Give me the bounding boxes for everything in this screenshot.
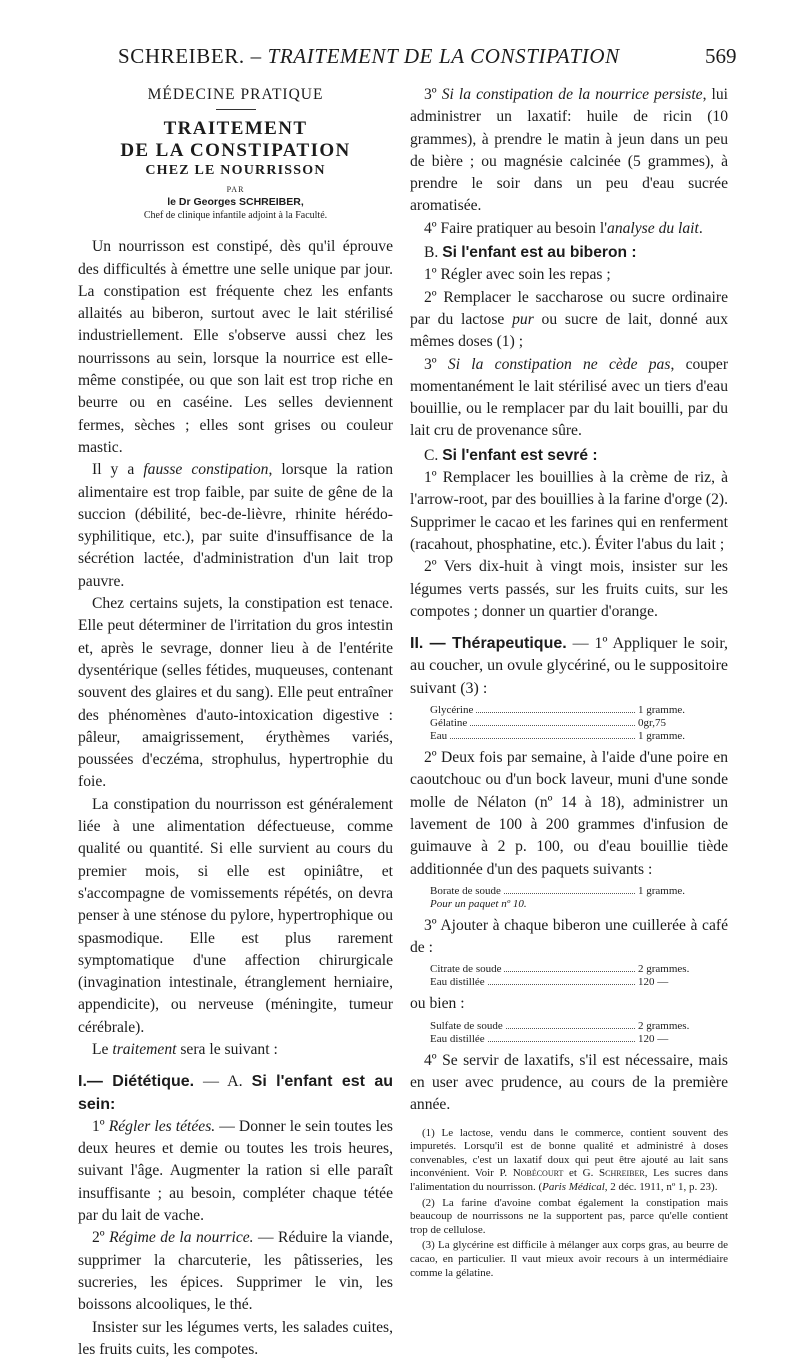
text: , couper momentanément le lait stérilisé avec un tiers d'eau bouillie, ou le remplacer par du lait bouilli, par du lait cru de provenance sûre. bbox=[410, 355, 729, 440]
heading-biberon bbox=[410, 242, 728, 264]
text: — Donner le sein toutes les deux heures et demie ou toutes les trois heures, suivant l'âge. Augmenter la ration si elle paraît insuffisante ; au besoin, compléter chaque tétée par du lait de vache. bbox=[78, 1117, 393, 1225]
paragraph-treatment-intro bbox=[78, 1039, 393, 1061]
section-label: MÉDECINE PRATIQUE bbox=[147, 86, 324, 103]
by-label: PAR bbox=[226, 185, 245, 195]
footnote-3: (3) La glycérine est difficile à mélanger aux corps gras, au beurre de cacao, en particulier. Il vaut mieux avoir recours à un intermédiaire comme la gélatine. bbox=[410, 1239, 728, 1279]
right-column bbox=[410, 84, 728, 1282]
text: — Réduire la viande, supprimer la charcuterie, les pâtisseries, les sucreries, les épices. Supprimer le vin, les boissons alcooliques, le thé. bbox=[78, 1229, 394, 1314]
formula-paquet bbox=[430, 885, 710, 911]
text: Le bbox=[92, 1040, 113, 1058]
text: , lorsque la ration alimentaire est trop faible, par suite de gêne de la succion (débilité, bec-de-lièvre, rhinite hérédo-syphilitique, etc.), par suite d'insuffisance de la sécrétion lactée, d'administration d'un lait trop pauvre. bbox=[78, 461, 393, 590]
ou-bien-label: ou bien : bbox=[410, 995, 465, 1013]
text: ou sucre de lait, donné aux mêmes doses (1) ; bbox=[410, 310, 728, 351]
leader-dots bbox=[504, 893, 635, 894]
emphasis: Régler les tétées. bbox=[108, 1117, 216, 1135]
item-analyse-lait bbox=[410, 218, 728, 240]
formula-caption: Pour un paquet nº 10. bbox=[430, 897, 527, 910]
formula-row bbox=[430, 730, 710, 743]
text: 2º Remplacer le saccharose ou sucre ordinaire par du lactose bbox=[410, 288, 728, 328]
text: — 1º Appliquer le soir, au coucher, un ovule glycériné, ou le suppositoire suivant (3) : bbox=[410, 635, 728, 697]
heading-sevre bbox=[410, 445, 728, 467]
ingredient-name: Glycérine bbox=[430, 704, 474, 717]
left-column bbox=[78, 84, 393, 1361]
item-regler-repas: 1º Régler avec soin les repas ; bbox=[424, 266, 611, 284]
author-affiliation: Chef de clinique infantile adjoint à la Faculté. bbox=[143, 210, 328, 222]
emphasis: Si la constipation de la nourrice persiste bbox=[441, 86, 703, 103]
item-laxatifs-prudence: 4º Se servir de laxatifs, s'il est nécessaire, mais en user avec prudence, au cours de la première année. bbox=[410, 1051, 728, 1114]
text: — A. bbox=[194, 1073, 252, 1091]
text: 4º Faire pratiquer au besoin l' bbox=[424, 219, 608, 237]
author-name: le Dr Georges SCHREIBER, bbox=[167, 196, 304, 209]
leader-dots bbox=[504, 971, 635, 972]
item-regler-tetees bbox=[78, 1116, 393, 1227]
text: sera le suivant : bbox=[176, 1040, 278, 1058]
paragraph-false-constipation bbox=[78, 459, 393, 593]
leader-dots bbox=[506, 1028, 635, 1029]
item-bouillies: 1º Remplacer les bouillies à la crème de riz, à l'arrow-root, par des bouillies à la farine d'orge (2). Supprimer le cacao et les farines qui en renferment (racahout, phosphatine, etc.). Éviter l'abus du lait ; bbox=[410, 469, 728, 553]
ingredient-name: Eau distillée bbox=[430, 1032, 485, 1045]
ingredient-name: Gélatine bbox=[430, 717, 468, 730]
paragraph-intro: Un nourrisson est constipé, dès qu'il éprouve des difficultés à émettre une selle unique par jour. La constipation est fréquente chez les enfants allaités au biberon, surtout avec le lait stérilisé industriellement. Elle s'observe aussi chez les nourrissons au sein, lorsque la nourrice est elle-même constipée, ou que son lait est trop riche en beurre ou en caséine. Les selles deviennent fermes, sèches ; elles sont grises ou couleur mastic. bbox=[78, 238, 393, 456]
formula-row bbox=[430, 717, 710, 730]
footnotes bbox=[410, 1127, 728, 1281]
ingredient-name: Eau distillée bbox=[430, 976, 485, 989]
formula-citrate bbox=[430, 963, 710, 989]
emphasis: analyse du lait bbox=[607, 219, 699, 237]
heading-dietetique bbox=[78, 1071, 393, 1116]
formula-row bbox=[430, 885, 710, 898]
ingredient-name: Eau bbox=[430, 730, 448, 743]
running-title-rest: TRAITEMENT DE LA CONSTIPATION bbox=[267, 44, 620, 68]
journal-ref: Paris Médical bbox=[542, 1180, 605, 1193]
item-lactose bbox=[410, 287, 728, 354]
item-couper-lait bbox=[410, 354, 728, 443]
ingredient-name: Citrate de soude bbox=[430, 963, 502, 976]
item-laxatif-nourrice bbox=[410, 84, 728, 218]
emphasis: pur bbox=[512, 310, 534, 328]
running-title bbox=[118, 44, 620, 69]
text: et G. bbox=[563, 1167, 600, 1180]
leader-dots bbox=[476, 712, 635, 713]
ingredient-qty: 120 — bbox=[638, 1032, 669, 1045]
item-number: 3º bbox=[424, 86, 442, 103]
footnote-2: (2) La farine d'avoine combat également la constipation mais beaucoup de nourrissons ne la supportent pas, parce qu'elle contient trop de cellulose. bbox=[410, 1196, 728, 1236]
running-title-dash: – bbox=[244, 44, 268, 68]
text: B. bbox=[424, 244, 443, 262]
text: C. bbox=[424, 446, 443, 464]
emphasis: Régime de la nourrice. bbox=[109, 1229, 254, 1247]
text: Il y a bbox=[92, 461, 144, 479]
ingredient-name: Borate de soude bbox=[430, 884, 501, 897]
text: , Les sucres dans l'alimentation du nourrisson. ( bbox=[410, 1167, 728, 1193]
item-regime-nourrice bbox=[78, 1227, 393, 1316]
formula-row bbox=[430, 1033, 710, 1046]
text: , lui administrer un laxatif: huile de ricin (10 grammes), à prendre le matin à jeun dans un peu de bière ; ou magnésie calcinée (5 grammes), à prendre le soir dans un peu d'eau sucrée aromatisée. bbox=[410, 86, 729, 215]
paragraph-legumes: Insister sur les légumes verts, les salades cuites, les fruits cuits, les compotes. bbox=[78, 1318, 393, 1358]
formula-sulfate bbox=[430, 1020, 710, 1046]
formula-row bbox=[430, 1020, 710, 1033]
formula-row bbox=[430, 704, 710, 717]
ingredient-qty: 1 gramme. bbox=[638, 884, 686, 897]
heading-therapeutique bbox=[410, 633, 728, 700]
subheading-label: Si l'enfant est sevré : bbox=[442, 446, 598, 464]
emphasis: Si la constipation ne cède pas bbox=[447, 355, 671, 373]
leader-dots bbox=[450, 738, 635, 739]
formula-row bbox=[430, 963, 710, 976]
item-lavement: 2º Deux fois par semaine, à l'aide d'une poire en caoutchouc ou d'un bock laveur, muni d'une sonde molle de Nélaton (nº 14 à 18), administrer un lavement de 100 à 200 grammes d'infusion de guimauve à 2 p. 100, ou d'eau bouillie tiède additionnée d'un des paquets suivants : bbox=[410, 749, 728, 878]
subheading-label: Si l'enfant est au sein: bbox=[78, 1073, 394, 1113]
leader-dots bbox=[470, 725, 635, 726]
ingredient-qty: 2 grammes. bbox=[638, 1019, 690, 1032]
running-title-author: SCHREIBER. bbox=[118, 44, 245, 68]
item-number: 1º bbox=[92, 1117, 109, 1135]
ingredient-qty: 1 gramme. bbox=[638, 704, 686, 717]
subheading-label: Si l'enfant est au biberon : bbox=[442, 244, 637, 262]
paragraph-causes: La constipation du nourrisson est généralement liée à une alimentation défectueuse, comme qualité ou quantité. Si elle survient au cours du premier mois, si elle est opiniâtre, et s'accompagne de vomissements répétés, on devra penser à une sténose du pylore, hypertrophique ou spasmodique. Elle est plus rarement symptomatique d'une affection chirurgicale (invagination intestinale, étranglement herniaire, appendicite), ou nerveuse (méningite, tumeur cérébrale). bbox=[78, 795, 393, 1036]
item-dix-huit-mois: 2º Vers dix-huit à vingt mois, insister sur les légumes verts passés, sur les fruits cuits, sur les compotes ; donner un quartier d'orange. bbox=[410, 558, 728, 620]
leader-dots bbox=[488, 1041, 635, 1042]
item-number: 3º bbox=[424, 355, 448, 373]
page-number: 569 bbox=[705, 44, 737, 68]
text: , 2 déc. 1911, nº 1, p. 23). bbox=[604, 1180, 718, 1193]
ingredient-qty: 2 grammes. bbox=[638, 963, 690, 976]
article-title-line2: DE LA CONSTIPATION bbox=[120, 140, 351, 162]
author-ref: Schreiber bbox=[599, 1167, 645, 1180]
formula-row bbox=[430, 976, 710, 989]
ingredient-qty: 0gr,75 bbox=[638, 717, 666, 730]
emphasis: fausse constipation bbox=[143, 461, 269, 479]
item-biberon-cuilleree: 3º Ajouter à chaque biberon une cuillerée à café de : bbox=[410, 916, 728, 957]
article-title-line1: TRAITEMENT bbox=[163, 118, 308, 140]
section-rule bbox=[216, 109, 256, 110]
emphasis: traitement bbox=[112, 1040, 177, 1058]
heading-label: I.— Diététique. bbox=[78, 1073, 195, 1091]
formula-suppositoire bbox=[430, 704, 710, 743]
ingredient-qty: 120 — bbox=[638, 976, 669, 989]
item-number: 2º bbox=[92, 1229, 110, 1247]
text: (1) Le lactose, vendu dans le commerce, contient souvent des impuretés. Lorsqu'il est de bonne qualité et administré à doses convenables, c'est un laxatif doux qui peut être ajouté au lait sans inconvénient. Voir P. bbox=[410, 1126, 728, 1180]
footnote-1 bbox=[410, 1127, 728, 1195]
text: . bbox=[698, 219, 703, 237]
article-title-line3: CHEZ LE NOURRISSON bbox=[145, 163, 326, 179]
paragraph-complications: Chez certains sujets, la constipation est tenace. Elle peut déterminer de l'irritation du gros intestin et, après le sevrage, donner lieu à de l'entérite dysentérique (selles fétides, muqueuses, contenant souvent des glaires et du sang). Elle peut entraîner des phénomènes d'auto-intoxication digestive : pâleur, amaigrissement, érythèmes variés, poussées d'eczéma, strophulus, hypertrophie du foie. bbox=[78, 595, 393, 791]
leader-dots bbox=[488, 984, 635, 985]
ingredient-qty: 1 gramme. bbox=[638, 730, 686, 743]
ingredient-name: Sulfate de soude bbox=[430, 1019, 503, 1032]
heading-label: II. — Thérapeutique. bbox=[410, 635, 567, 653]
running-header bbox=[0, 44, 800, 72]
author-ref: Nobécourt bbox=[512, 1167, 564, 1180]
